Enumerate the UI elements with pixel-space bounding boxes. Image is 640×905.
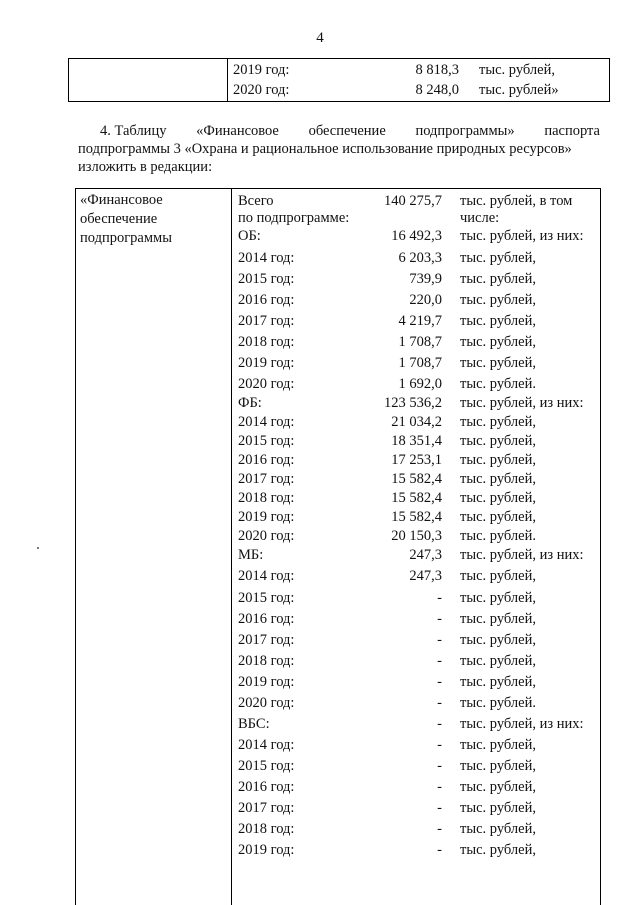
instruction-paragraph	[78, 122, 600, 176]
unit-label: тыс. рублей,	[460, 841, 536, 858]
amount-value: -	[437, 589, 442, 606]
unit-label: тыс. рублей.	[460, 694, 536, 711]
unit-label: тыс. рублей,	[460, 249, 536, 266]
amount-value: -	[437, 841, 442, 858]
row-header-line: подпрограммы	[80, 230, 172, 246]
year-label: 2014 год:	[238, 736, 295, 753]
year-label: 2015 год:	[238, 433, 295, 449]
amount-value: 739,9	[409, 270, 442, 287]
table-row	[238, 716, 598, 734]
year-label: 2020 год:	[238, 375, 295, 392]
table-row	[238, 568, 598, 586]
year-label: 2018 год:	[238, 333, 295, 350]
amount-value: -	[437, 694, 442, 711]
unit-label: тыс. рублей,	[460, 673, 536, 690]
row-header-line: обеспечение	[80, 211, 158, 227]
unit-label: тыс. рублей,	[460, 490, 536, 506]
year-label: 2020 год:	[238, 528, 295, 544]
amount-value: 4 219,7	[398, 312, 442, 329]
year-label: ОБ:	[238, 228, 261, 244]
scan-speck	[37, 547, 39, 549]
unit-label: тыс. рублей,	[460, 631, 536, 648]
year-label: 2017 год:	[238, 312, 295, 329]
total-label	[238, 193, 349, 227]
year-label: 2017 год:	[238, 471, 295, 487]
unit-label: тыс. рублей, из них:	[460, 715, 584, 732]
amount-value: 8 818,3	[415, 62, 459, 78]
paragraph-line	[78, 122, 600, 140]
table-row	[238, 433, 598, 451]
table-row	[238, 250, 598, 268]
unit-label: тыс. рублей,	[460, 354, 536, 371]
table-row	[233, 62, 603, 82]
amount-value: 21 034,2	[391, 414, 442, 430]
table-row	[238, 842, 598, 860]
year-label: 2014 год:	[238, 414, 295, 430]
year-label: 2016 год:	[238, 291, 295, 308]
year-label: 2015 год:	[238, 589, 295, 606]
amount-value: 123 536,2	[384, 395, 442, 411]
page-number: 4	[316, 30, 324, 46]
table-row	[238, 313, 598, 331]
unit-label: тыс. рублей,	[460, 509, 536, 525]
total-label-line: Всего	[238, 193, 274, 209]
amount-value: -	[437, 736, 442, 753]
amount-value: 15 582,4	[391, 490, 442, 506]
table-row	[238, 590, 598, 608]
total-label-line: по подпрограмме:	[238, 210, 350, 226]
year-label: 2019 год:	[233, 62, 290, 78]
year-label: 2019 год:	[238, 354, 295, 371]
table-row	[238, 674, 598, 692]
unit-label: тыс. рублей,	[460, 799, 536, 816]
unit-label: тыс. рублей,	[460, 433, 536, 449]
column-divider	[231, 189, 232, 905]
unit-label: тыс. рублей,	[460, 610, 536, 627]
amount-value: 8 248,0	[415, 82, 459, 98]
unit-label: тыс. рублей,	[460, 312, 536, 329]
year-label: 2014 год:	[238, 568, 295, 584]
column-divider	[227, 59, 228, 101]
paragraph-word: «Финансовое	[196, 123, 279, 139]
amount-value: -	[437, 652, 442, 669]
unit-label: тыс. рублей,	[460, 452, 536, 468]
table-row	[238, 800, 598, 818]
table-row	[238, 547, 598, 565]
table-row	[238, 695, 598, 713]
amount-value: 17 253,1	[391, 452, 442, 468]
table-row	[238, 414, 598, 432]
table-row	[238, 292, 598, 310]
unit-label: тыс. рублей,	[460, 333, 536, 350]
paragraph-word: подпрограммы»	[415, 123, 515, 139]
amount-value: 15 582,4	[391, 509, 442, 525]
table-row	[238, 376, 598, 394]
year-label: 2014 год:	[238, 249, 295, 266]
table-row	[238, 611, 598, 629]
amount-value: 220,0	[409, 291, 442, 308]
row-header	[80, 191, 230, 248]
year-label: 2019 год:	[238, 841, 295, 858]
year-label: 2015 год:	[238, 757, 295, 774]
amount-value: 15 582,4	[391, 471, 442, 487]
row-header-line: «Финансовое	[80, 192, 163, 208]
total-row	[238, 193, 598, 227]
table-row	[238, 779, 598, 797]
unit-label: тыс. рублей, из них:	[460, 228, 584, 244]
table-row	[238, 271, 598, 289]
unit-label: тыс. рублей,	[479, 62, 555, 78]
amount-value: 18 351,4	[391, 433, 442, 449]
amount-value: -	[437, 631, 442, 648]
year-label: 2017 год:	[238, 631, 295, 648]
table-row	[238, 471, 598, 489]
amount-value: 6 203,3	[398, 249, 442, 266]
table-row	[238, 334, 598, 352]
unit-label: тыс. рублей,	[460, 757, 536, 774]
year-label: 2020 год:	[233, 82, 290, 98]
table-row	[238, 228, 598, 246]
amount-value: 1 708,7	[398, 333, 442, 350]
paragraph-line: подпрограммы 3 «Охрана и рациональное использование природных ресурсов»	[78, 141, 572, 157]
total-value: 140 275,7	[384, 193, 442, 209]
amount-value: -	[437, 757, 442, 774]
year-label: МБ:	[238, 547, 264, 563]
year-label: 2018 год:	[238, 652, 295, 669]
table-row	[238, 452, 598, 470]
amount-value: 1 692,0	[398, 375, 442, 392]
year-label: 2019 год:	[238, 673, 295, 690]
table-row	[238, 653, 598, 671]
amount-value: 1 708,7	[398, 354, 442, 371]
unit-label: тыс. рублей»	[479, 82, 559, 98]
unit-label: тыс. рублей,	[460, 568, 536, 584]
year-label: ВБС:	[238, 715, 270, 732]
unit-label: тыс. рублей, из них:	[460, 395, 584, 411]
amount-value: 16 492,3	[391, 228, 442, 244]
amount-value: -	[437, 610, 442, 627]
year-label: 2019 год:	[238, 509, 295, 525]
unit-label: тыс. рублей,	[460, 778, 536, 795]
paragraph-word: обеспечение	[308, 123, 386, 139]
unit-label: тыс. рублей,	[460, 414, 536, 430]
unit-label: тыс. рублей,	[460, 589, 536, 606]
unit-label: тыс. рублей,	[460, 652, 536, 669]
unit-label: тыс. рублей.	[460, 528, 536, 544]
paragraph-word: 4. Таблицу	[100, 123, 167, 139]
paragraph-line: изложить в редакции:	[78, 159, 213, 175]
table-row	[238, 528, 598, 546]
amount-value: -	[437, 820, 442, 837]
table-row	[238, 355, 598, 373]
table-row	[238, 758, 598, 776]
unit-label: тыс. рублей, из них:	[460, 547, 584, 563]
unit-label: тыс. рублей,	[460, 471, 536, 487]
year-label: ФБ:	[238, 395, 262, 411]
table-row	[238, 395, 598, 413]
table-row	[238, 490, 598, 508]
table-row	[233, 82, 603, 102]
total-unit-line: тыс. рублей, в том	[460, 193, 573, 209]
year-label: 2017 год:	[238, 799, 295, 816]
unit-label: тыс. рублей,	[460, 820, 536, 837]
amount-value: 247,3	[409, 547, 442, 563]
financing-table	[75, 188, 601, 905]
table-row	[238, 509, 598, 527]
amount-value: -	[437, 778, 442, 795]
year-label: 2016 год:	[238, 778, 295, 795]
total-unit-line: числе:	[460, 210, 500, 226]
table-row	[238, 737, 598, 755]
unit-label: тыс. рублей,	[460, 736, 536, 753]
amount-value: 20 150,3	[391, 528, 442, 544]
amount-value: -	[437, 715, 442, 732]
total-unit	[460, 193, 572, 227]
table-row	[238, 632, 598, 650]
year-label: 2020 год:	[238, 694, 295, 711]
year-label: 2018 год:	[238, 820, 295, 837]
unit-label: тыс. рублей.	[460, 375, 536, 392]
year-label: 2018 год:	[238, 490, 295, 506]
table-row	[238, 821, 598, 839]
unit-label: тыс. рублей,	[460, 270, 536, 287]
paragraph-word: паспорта	[544, 123, 600, 139]
year-label: 2016 год:	[238, 452, 295, 468]
continuation-table	[68, 58, 610, 102]
unit-label: тыс. рублей,	[460, 291, 536, 308]
amount-value: 247,3	[409, 568, 442, 584]
amount-value: -	[437, 673, 442, 690]
year-label: 2015 год:	[238, 270, 295, 287]
amount-value: -	[437, 799, 442, 816]
year-label: 2016 год:	[238, 610, 295, 627]
